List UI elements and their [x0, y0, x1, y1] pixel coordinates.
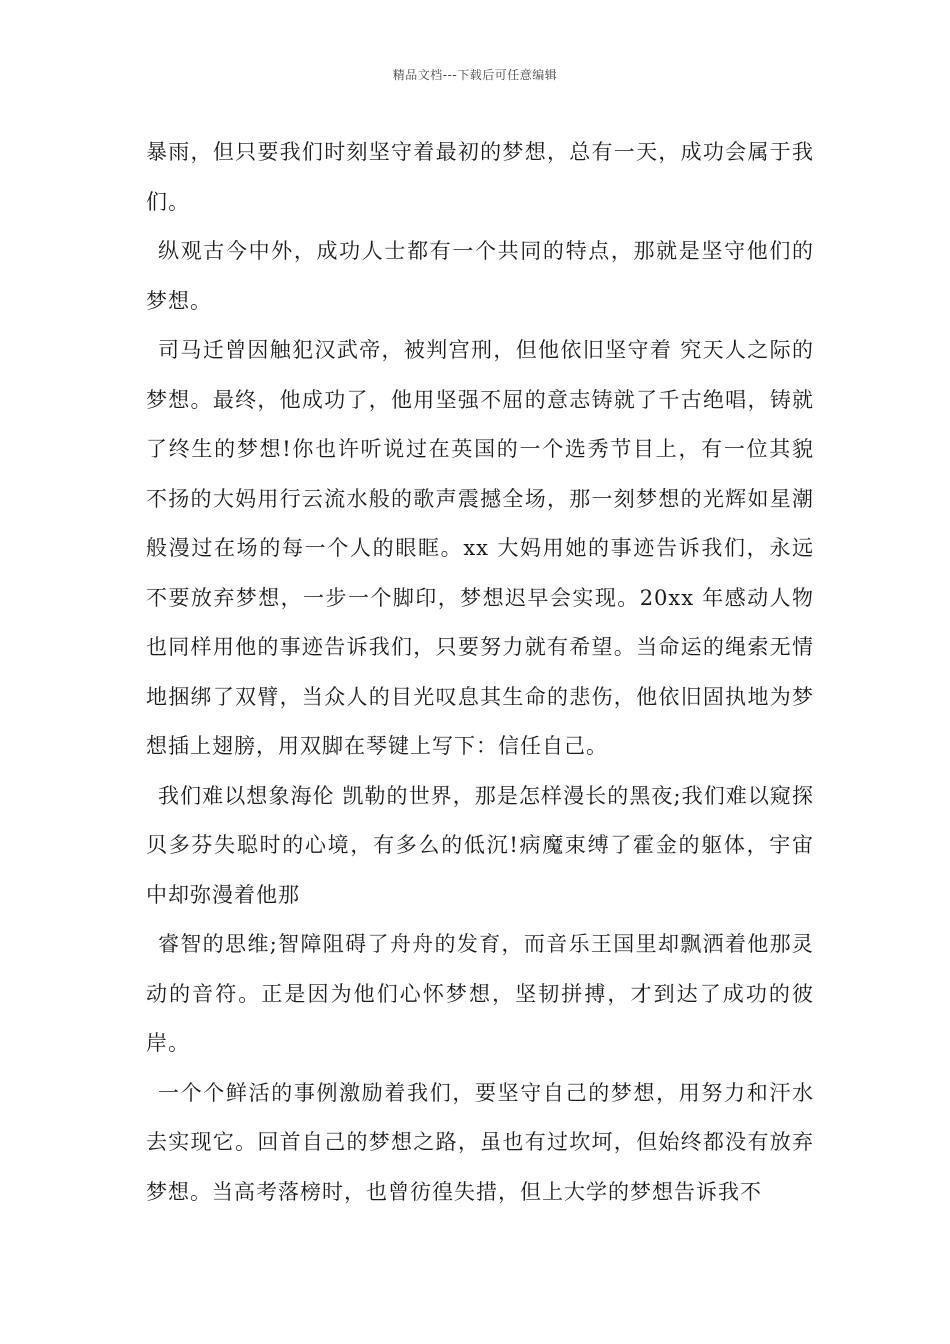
- page-header: 精品文档---下载后可任意编辑: [392, 68, 558, 82]
- paragraph-1: 暴雨，但只要我们时刻坚守着最初的梦想，总有一天，成功会属于我们。: [146, 140, 814, 214]
- paragraph-2: 纵观古今中外，成功人士都有一个共同的特点，那就是坚守他们的梦想。: [146, 239, 814, 313]
- paragraph-4: 我们难以想象海伦 凯勒的世界，那是怎样漫长的黑夜;我们难以窥探贝多芬失聪时的心境，有多么的低沉!病魔束缚了霍金的躯体，宇宙中却弥漫着他那: [146, 783, 814, 907]
- document-body: [146, 128, 814, 1217]
- paragraph-6: 一个个鲜活的事例激励着我们，要坚守自己的梦想，用努力和汗水去实现它。回首自己的梦想之路，虽也有过坎坷，但始终都没有放弃梦想。当高考落榜时，也曾彷徨失措，但上大学的梦想告诉我不: [146, 1080, 814, 1204]
- paragraph-3: 司马迁曾因触犯汉武帝，被判宫刑，但他依旧坚守着 究天人之际的梦想。最终，他成功了，他用坚强不屈的意志铸就了千古绝唱，铸就了终生的梦想!你也许听说过在英国的一个选秀节目上，有一位其貌不扬的大妈用行云流水般的歌声震撼全场，那一刻梦想的光辉如星潮般漫过在场的每一个人的眼眶。xx 大妈用她的事迹告诉我们，永远不要放弃梦想，一步一个脚印，梦想迟早会实现。20xx 年感动人物也同样用他的事迹告诉我们，只要努力就有希望。当命运的绳索无情地捆绑了双臂，当众人的目光叹息其生命的悲伤，他依旧固执地为梦想插上翅膀，用双脚在琴键上写下：信任自己。: [146, 338, 814, 758]
- paragraph-5: 睿智的思维;智障阻碍了舟舟的发育，而音乐王国里却飘洒着他那灵动的音符。正是因为他们心怀梦想，坚韧拼搏，才到达了成功的彼岸。: [146, 932, 814, 1055]
